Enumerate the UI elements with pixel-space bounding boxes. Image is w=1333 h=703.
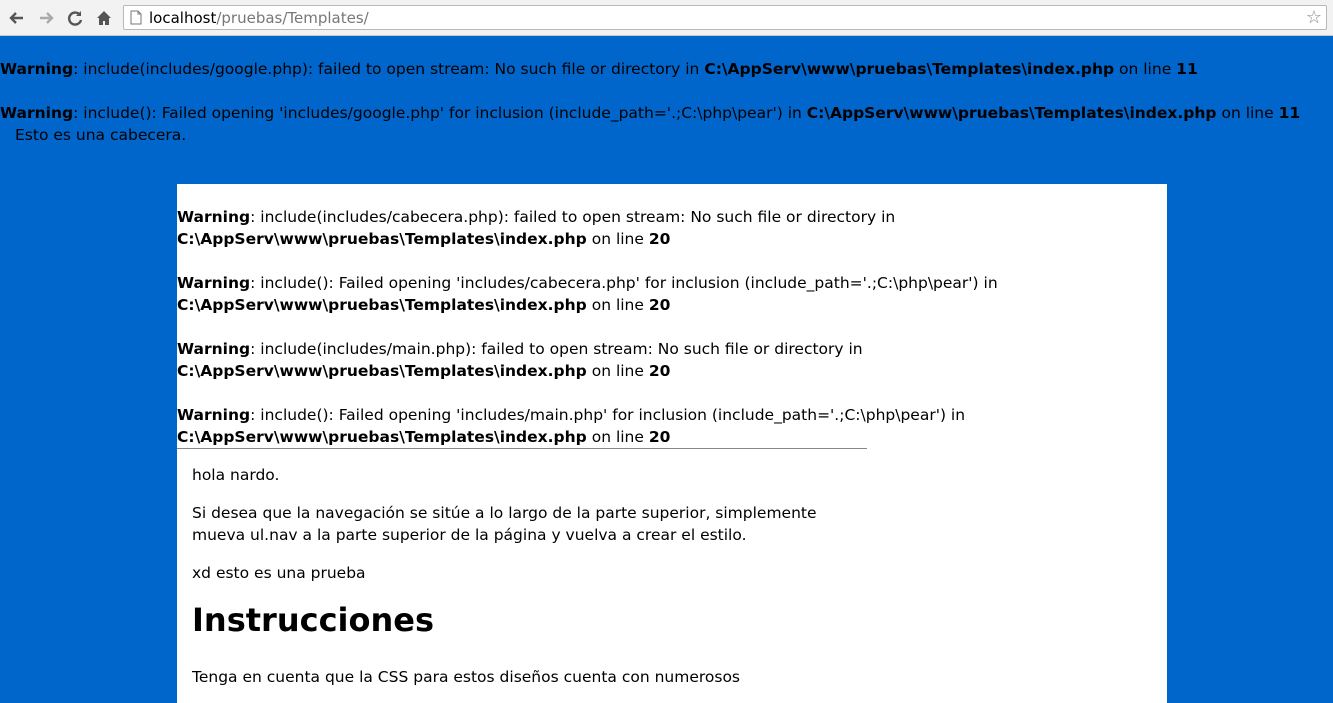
bookmark-star-icon[interactable]: ☆ [1305, 7, 1322, 28]
browser-toolbar [0, 0, 1333, 36]
url-host: localhost [149, 9, 217, 27]
paragraph: Tenga en cuenta que la CSS para estos diseños cuenta con numerosos [192, 668, 741, 686]
php-warning: Warning: include(includes/cabecera.php): failed to open stream: No such file or directory in C:\AppServ\www\pruebas\Templates\index.php on line 20 [177, 208, 896, 248]
section-heading: Instrucciones [192, 601, 435, 639]
forward-arrow-icon[interactable] [34, 6, 58, 30]
php-warning: Warning: include(includes/main.php): failed to open stream: No such file or directory in C:\AppServ\www\pruebas\Templates\index.php on line 20 [177, 340, 863, 380]
page-icon [130, 10, 142, 29]
php-warning: Warning: include(): Failed opening 'includes/google.php' for inclusion (include_path='.;C:\php\pear') in C:\AppServ\www\pruebas\Templates\index.php on line 11 [0, 104, 1301, 122]
url-text[interactable] [149, 9, 369, 27]
paragraph: Si desea que la navegación se sitúe a lo largo de la parte superior, simplemente mueva ul.nav a la parte superior de la página y vuelva a crear el estilo. [192, 504, 817, 544]
home-icon[interactable] [92, 6, 116, 30]
php-warning: Warning: include(includes/google.php): failed to open stream: No such file or directory in C:\AppServ\www\pruebas\Templates\index.php on line 11 [0, 60, 1198, 78]
php-warning: Warning: include(): Failed opening 'includes/main.php' for inclusion (include_path='.;C:\php\pear') in C:\AppServ\www\pruebas\Templates\index.php on line 20 [177, 406, 966, 446]
back-arrow-icon[interactable] [5, 6, 29, 30]
header-text: Esto es una cabecera. [15, 126, 187, 144]
main-content [177, 449, 867, 688]
paragraph: hola nardo. [192, 466, 280, 484]
paragraph: xd esto es una prueba [192, 564, 366, 582]
outer-output [0, 36, 1333, 146]
reload-icon[interactable] [63, 6, 87, 30]
address-bar[interactable] [123, 5, 1327, 30]
php-warning: Warning: include(): Failed opening 'includes/cabecera.php' for inclusion (include_path='.;C:\php\pear') in C:\AppServ\www\pruebas\Templates\index.php on line 20 [177, 274, 998, 314]
url-path: /pruebas/Templates/ [216, 9, 369, 27]
main-container [177, 184, 1167, 703]
